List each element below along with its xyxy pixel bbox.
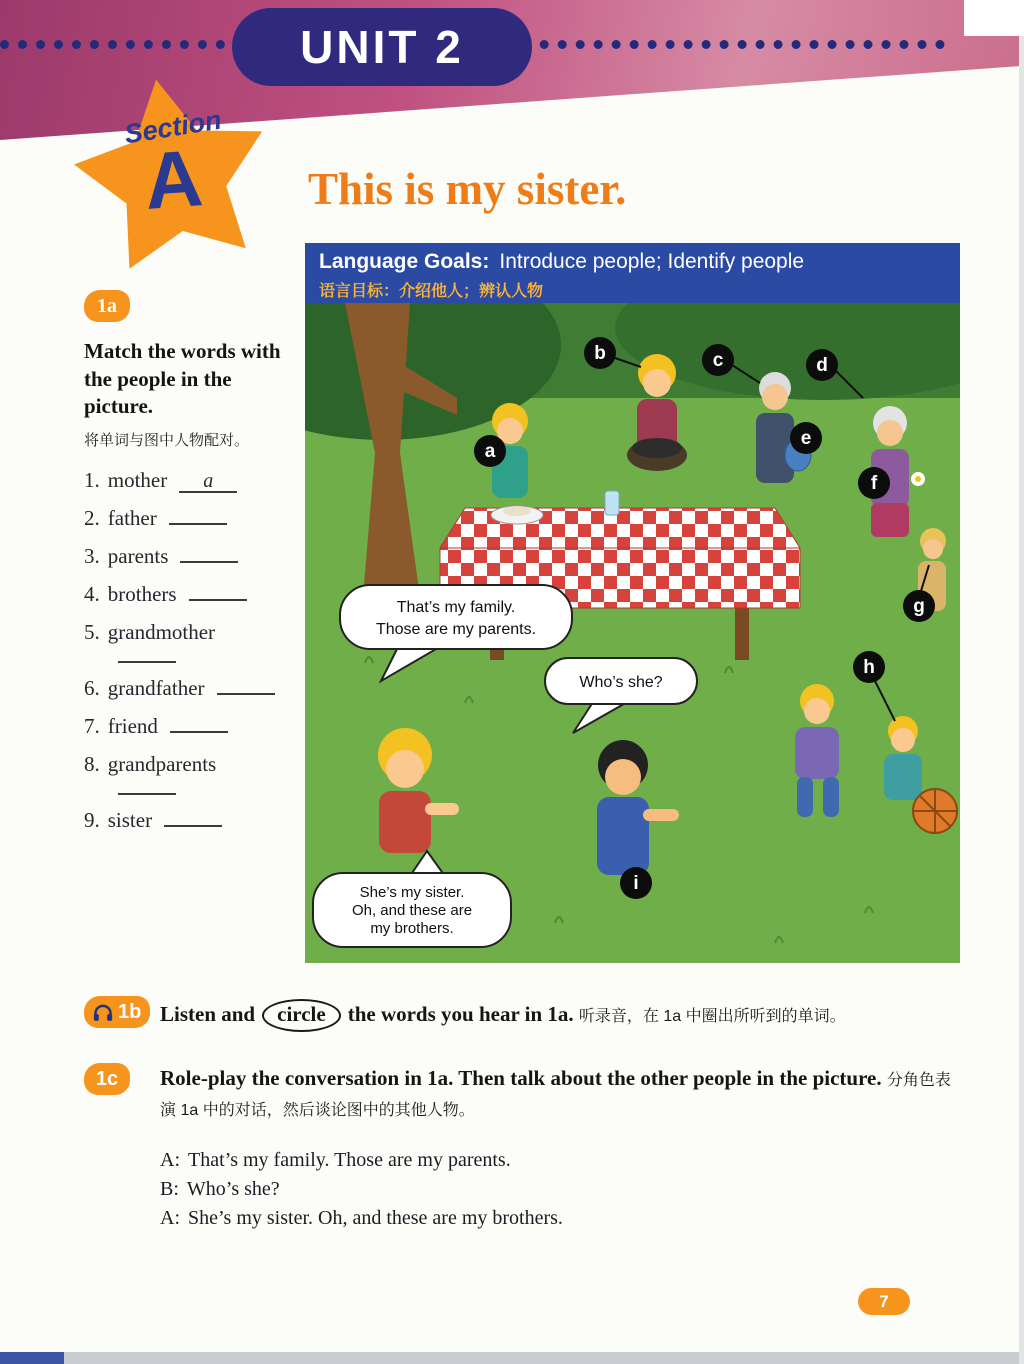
- speaker-label: B:: [160, 1178, 179, 1200]
- activity-1a-instruction-zh: 将单词与图中人物配对。: [84, 432, 250, 450]
- match-item-brothers: [84, 582, 298, 607]
- item-number: 9.: [84, 808, 100, 833]
- label-e: [790, 422, 822, 454]
- item-word: father: [107, 506, 157, 531]
- match-item-grandfather: [84, 676, 298, 701]
- answer-blank: [217, 693, 275, 695]
- goals-text: Introduce people; Identify people: [499, 250, 805, 273]
- item-number: 7.: [84, 714, 100, 739]
- answer-blank: [170, 731, 228, 733]
- svg-text:my brothers.: my brothers.: [370, 920, 454, 937]
- item-word: grandmother: [107, 620, 216, 645]
- svg-text:h: h: [863, 657, 875, 678]
- match-item-friend: [84, 714, 298, 739]
- answer-blank: [189, 599, 247, 601]
- activity-1b-badge: [84, 996, 150, 1028]
- headphones-icon: [93, 1004, 113, 1021]
- circled-word: circle: [262, 999, 341, 1032]
- unit-banner: [232, 8, 532, 86]
- label-g: [903, 590, 935, 622]
- activity-1b-instruction-zh: 听录音，在 1a 中圈出所听到的单词。: [578, 1008, 846, 1025]
- speaker-label: A:: [160, 1207, 180, 1229]
- unit-title: UNIT 2: [300, 21, 464, 73]
- match-item-sister: [84, 808, 298, 833]
- bottom-edge-accent: [0, 1352, 64, 1364]
- right-edge: [1019, 36, 1024, 1364]
- svg-text:Who’s she?: Who’s she?: [579, 674, 663, 691]
- label-c: [702, 344, 734, 376]
- item-word: grandfather: [107, 676, 205, 701]
- page-title: This is my sister.: [308, 164, 627, 214]
- svg-text:c: c: [712, 350, 724, 371]
- instruction-pre: Listen and: [160, 1002, 256, 1026]
- svg-text:d: d: [816, 355, 828, 376]
- svg-text:f: f: [870, 473, 878, 494]
- svg-text:a: a: [484, 441, 496, 462]
- goals-chinese: 语言目标：介绍他人；辨认人物: [319, 283, 544, 300]
- speaker-label: A:: [160, 1149, 180, 1171]
- page-number-badge: 7: [858, 1288, 910, 1315]
- section-word: Section: [122, 104, 224, 150]
- svg-text:Those are my parents.: Those are my parents.: [375, 621, 537, 638]
- activity-1b: [84, 996, 150, 1028]
- section-letter: A: [141, 133, 206, 226]
- match-item-mother: [84, 468, 298, 493]
- match-item-grandparents: [84, 752, 298, 795]
- activity-1a-instruction: Match the words with the people in the picture.: [84, 339, 281, 419]
- activity-1b-badge-label: 1b: [118, 1000, 142, 1023]
- label-a: [474, 435, 506, 467]
- activity-1c: [84, 1063, 130, 1095]
- goals-label: Language Goals:: [319, 250, 490, 273]
- language-goals-box: [305, 243, 960, 303]
- item-number: 8.: [84, 752, 100, 777]
- svg-text:She’s my sister.: She’s my sister.: [359, 884, 465, 901]
- match-item-parents: [84, 544, 298, 569]
- item-word: sister: [107, 808, 153, 833]
- label-d: [806, 349, 838, 381]
- item-number: 2.: [84, 506, 100, 531]
- svg-text:Oh, and these are: Oh, and these are: [351, 902, 473, 919]
- answer-blank: [180, 561, 238, 563]
- activity-1c-badge: 1c: [84, 1063, 130, 1095]
- picnic-scene: [305, 303, 960, 963]
- dialog-line: [160, 1175, 563, 1204]
- item-number: 3.: [84, 544, 100, 569]
- label-b: [584, 337, 616, 369]
- dialog-text: That’s my family. Those are my parents.: [188, 1149, 511, 1171]
- dialog-line: [160, 1204, 563, 1233]
- label-i: [620, 867, 652, 899]
- item-word: brothers: [107, 582, 177, 607]
- item-word: friend: [107, 714, 158, 739]
- item-word: grandparents: [107, 752, 217, 777]
- activity-1c-instruction: [160, 1063, 965, 1124]
- dialog-text: Who’s she?: [186, 1178, 280, 1200]
- page-corner: [964, 0, 1024, 36]
- item-number: 6.: [84, 676, 100, 701]
- conversation: [160, 1146, 563, 1233]
- instruction-post: the words you hear in 1a.: [347, 1002, 574, 1026]
- answer-blank: [164, 825, 222, 827]
- item-number: 4.: [84, 582, 100, 607]
- bottom-edge: [0, 1352, 1024, 1364]
- answer-blank: [179, 470, 237, 493]
- svg-text:b: b: [594, 343, 606, 364]
- match-item-grandmother: [84, 620, 298, 663]
- label-f: [858, 467, 890, 499]
- answer-blank: [169, 523, 227, 525]
- match-word-list: [84, 468, 298, 833]
- activity-1c-instruction-zh: 分角色表演 1a 中的对话，然后谈论图中的其他人物。: [160, 1072, 951, 1120]
- dialog-text: She’s my sister. Oh, and these are my brothers.: [188, 1207, 563, 1229]
- answer-blank: [118, 793, 176, 795]
- svg-text:g: g: [913, 596, 925, 617]
- activity-1b-instruction: [160, 999, 970, 1032]
- svg-text:i: i: [633, 873, 639, 894]
- picnic-illustration: [305, 303, 960, 963]
- activity-1c-instruction-en: Role-play the conversation in 1a. Then talk about the other people in the picture.: [160, 1066, 882, 1090]
- item-number: 5.: [84, 620, 100, 645]
- dialog-line: [160, 1146, 563, 1175]
- activity-1a: [84, 290, 298, 846]
- section-star: [66, 76, 281, 281]
- label-h: [853, 651, 885, 683]
- svg-text:That’s my family.: That’s my family.: [396, 599, 516, 616]
- item-word: parents: [107, 544, 169, 569]
- match-item-father: [84, 506, 298, 531]
- item-number: 1.: [84, 468, 100, 493]
- answer-blank: [118, 661, 176, 663]
- activity-1a-badge: 1a: [84, 290, 130, 322]
- answer-text: a: [203, 470, 214, 493]
- svg-text:e: e: [800, 428, 812, 449]
- item-word: mother: [107, 468, 168, 493]
- goals-english: [319, 250, 946, 274]
